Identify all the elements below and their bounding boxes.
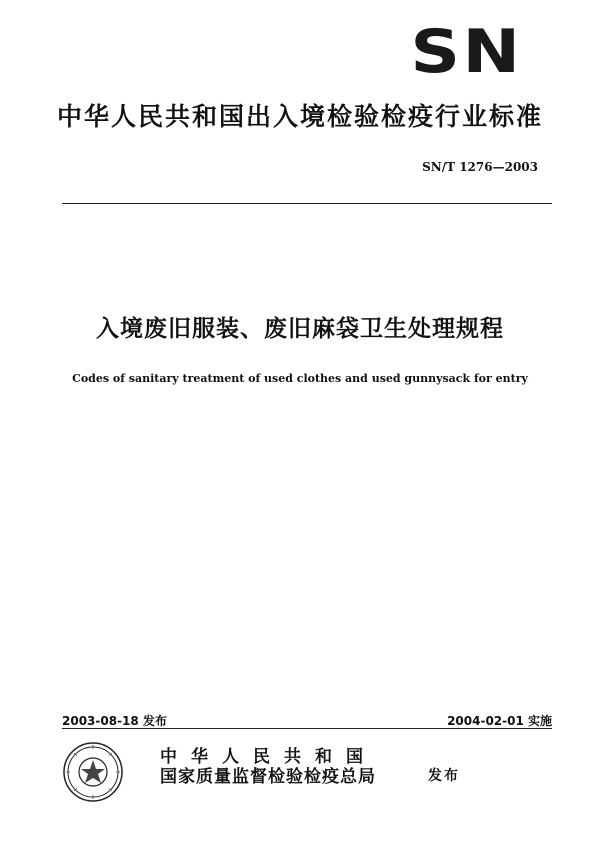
issuer-agency: 国家质量监督检验检疫总局 [160, 766, 376, 787]
issuer-country: 中华人民共和国 [160, 747, 377, 767]
issuer-block [160, 748, 377, 787]
bottom-divider [62, 728, 552, 729]
sn-logo: SN [409, 17, 522, 87]
standard-number: SN/T 1276—2003 [422, 160, 538, 174]
implementation-date: 2004-02-01 实施 [447, 714, 552, 728]
top-divider [62, 203, 552, 204]
document-title-chinese: 入境废旧服装、废旧麻袋卫生处理规程 [96, 316, 504, 342]
issue-date: 2003-08-18 发布 [62, 714, 167, 728]
org-title: 中华人民共和国出入境检验检疫行业标准 [56, 102, 543, 131]
aqsiq-emblem-icon [62, 741, 124, 803]
publish-label: 发布 [428, 768, 460, 784]
document-title-english: Codes of sanitary treatment of used clothes and used gunnysack for entry [72, 372, 528, 385]
